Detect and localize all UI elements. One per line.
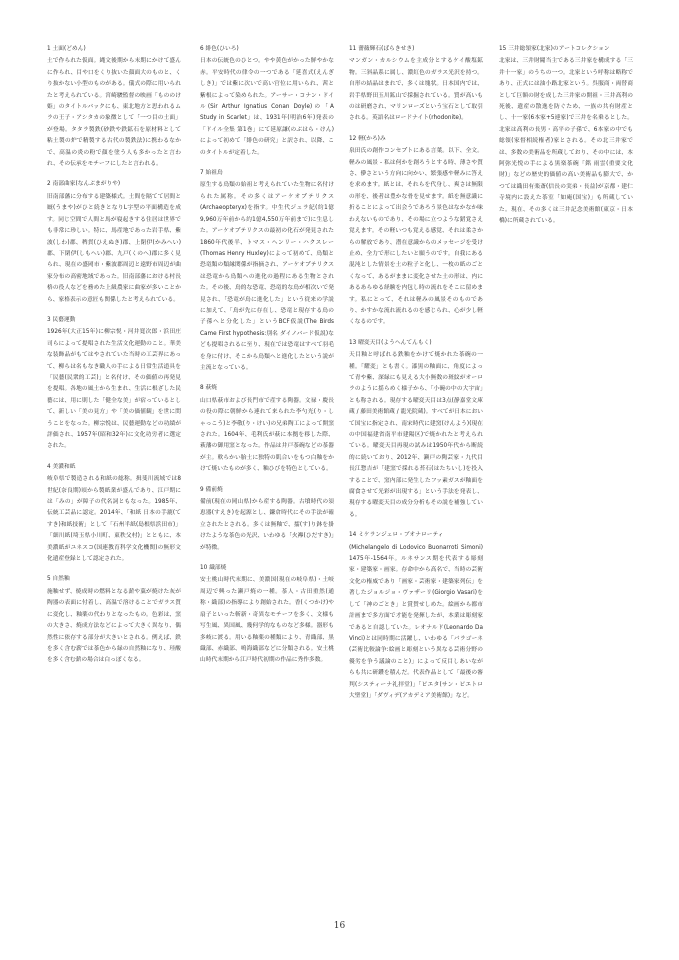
note-title: 4 美濃和紙: [47, 463, 76, 470]
note-body: 土で作られた仮面。縄文後期から末期にかけて盛んに作られ、目や口をくり抜いた顔面大のものと、くり抜かない小型のものがある。儀式の際に用いられたと考えられている。宮崎駿監督の映画「もののけ姫」のタイトルバックにも、東北地方と思われるムラの王子・アシタカの象徴として「一つ目の土面」が登場。タタラ製鉄(砂鉄や鉄鉱石を原材料として粘土製の炉で精製する古代の製鉄法)に携わるなかで、高温の炎の粉で顔を塗う人も多かったと言われ、その伝承をモチーフにしたと言われる。: [47, 58, 181, 168]
note-title: 3 民藝運動: [47, 316, 76, 323]
page-number: 16: [333, 921, 346, 931]
note-body: 安土桃山時代末期に、美濃国(現在の岐阜県)・土岐周辺で興った瀬戸焼の一種。茶人・古田重然(通称・織部)の指導により創始された。香(くつかけ)や扇子といった斬新・奇異なモチーフを多く、文様も写生風、異国風、幾何学的なものなど多様。器形も多岐に渡る。用いる釉薬の種類により、青織部、黒織部、赤織部、鳴海織部などに分類される。安土桃山時代末期から江戸時代初期の作品に秀作多数。: [200, 577, 334, 664]
note-entry: [47, 44, 181, 170]
notes-column-4: [499, 44, 633, 884]
note-entry: [349, 134, 483, 329]
note-body: 泉田氏の創作コンセプトにある言葉。以下、全文。軽みの風景 - 私は何かを創ろうとする時、薄さや質さ、儚さという方向に向かい、繁張感や軽みに答えを求めます。紙とは、それらを代身し、爽さは無限の形を、後者は豊かな骨を見せます。紙を無意識に折ることによって出会うであろう景色はなかなか味わえないものであり、その場に立つような錯覚さえ覚えます。その軽いつも覚える感覚、それは柔さからの解放であり、潜在意識からのメッセージを受け止め、全力で形にしたいと願うのです。自我にある混沌とした情景を土の粒子と化し、一枚の紙のごとくなって、あるがままに変化させた土の形は、内にあるあらゆる経験を内包し時の流れをそこに留めます。私にとって、それは軽みの風景そのものであり、かすかな流れ流れるのを感じられ、心が少し軽くなるのです。: [349, 148, 483, 326]
note-title: 10 織部焼: [200, 565, 227, 572]
note-entry: [200, 44, 334, 159]
note-entry: [200, 383, 334, 475]
note-title: 13 曜変天目(ようへんてんもく): [349, 339, 432, 346]
note-entry: [349, 44, 483, 125]
note-body: 旧南部藩に分布する建築様式。土間を隔てて居間と厩(うまや)がひと続きとなりL字型の平面構造を成す。同じ空間で人間と馬が寝起きする住居は世界でも非常に珍しい。特に、馬産地であった岩手県、紫波(しわ)郡、稗貫(ひえぬき)郡、上閉伊(かみへい)郡、下閉伊(しもへい)郡、九戸(くのへ)郡に多く見られ、現在の盛岡市・紫波郡周辺と遠野市周辺が曲家分布の高密地域であった。旧南部藩における村長格の役人などを務めた上級農家に曲家が多いことから、家格表示の意匠も関係したと考えられている。: [47, 193, 181, 303]
note-title: 11 薔薇輝石(ばらきせき): [349, 46, 415, 52]
note-body: 北家は、三井財閥当主である三井家を構成する「三井十一家」のうちの一つ。北家という呼称は略称であり、正式には油小路北家という。呉服商・両替商として巨額の財を成した三井家の開祖・三井高利の死後、遺産の散逸を防ぐため、一族の共有財産とし、十一家(6本家+5連家)で三井を名乗るとした。北家は高利の長男・高平の子孫で、6本家の中でも総領(家督相続権者)家とされる。その北三井家では、多数の美術品を所蔵しており、その中には、本阿弥光悦の手による黒楽茶碗「銘 雨雲(重要文化財)」などの歴史的価値の高い美術品も膨大で、かつては織田有楽斎(信長の実弟・長益)が京都・建仁寺境内に設えた茶室「如庵(国宝)」も所蔵していた。現在、その多くは三井記念美術館(東京・日本橋)に所蔵されている。: [499, 58, 633, 225]
note-body: 1926年(大正15年)に柳宗悦・河井寛次郎・浜田庄司らによって提唱された生活文化運動のこと。華美な装飾品がもてはやされていた当時の工芸界にあって、柳らは名もなき職人の手による日常生活道具を「民藝(民衆的工芸)」と名付け、その価値の再発見を提唱。各地の風土から生まれ、生活に根ざした民藝には、用に則した「健全な美」が宿っているとして、新しい「美の見方」や「美の価値観」を世に問うことをなった。柳宗悦は、民藝運動などの功績が評価され、1957年(昭和32年)に文化功労者に選定された。: [47, 329, 181, 450]
note-body: 天目釉と呼ばれる鉄釉をかけて焼かれた茶碗の一種。「耀変」とも書く。漆黒の釉面に、角度によって青や紫、深緑にも見える大小無数の斑紋がオーロラのように揺らめく様子から、「小碗の中の大宇宙」とも称される。現存する曜変天目は3点(静嘉堂文庫蔵 / 藤田美術館蔵 / 龍光院蔵)。すべてが日本において国宝に指定され、南宋時代に建窯(けんよう)(現在の中国福建省南平市建陽区)で焼かれたと考えられている。曜変天目再現の試みは1950年代から断続的に続いており、2012年、瀬戸の陶芸家・九代目長江惣吉が「建窯で採れる苔石(はたちいし)を投入することで、窯内部に発生したフッ素ガスが釉面を腐食させて光彩が出現する」という手法を発表し、現存する曜変天目の成分分析もその説を補強している。: [349, 352, 483, 518]
note-title: 14 ミケランジェロ・ブオナローティ: [349, 532, 444, 539]
notes-column-1: [47, 44, 181, 884]
note-title: 8 萩焼: [200, 385, 218, 392]
note-entry: [47, 462, 181, 566]
note-entry: [200, 563, 334, 667]
note-body: 施釉せず、焼成時の燃料となる薪や藁が焼けた灰が陶器の表面に付着し、高温で溶けることでガラス質に変化し、釉薬の代わりとなったもの。色彩は、窯の大きさ、焼成方法などによって大きく異なり、偶然性に依存する部分が大きいとされる。例えば、鉄を多く含む薪では茶色から緑の自然釉になり、珪酸を多く含む薪の場合は白っぽくなる。: [47, 588, 181, 664]
note-entry: [349, 338, 483, 522]
note-entry: [47, 315, 181, 453]
note-title: 1 土面(どめん): [47, 46, 86, 52]
note-body: 原生する鳥類の始祖と考えられていた生物に名付けられた属称。その多くはアーケオプテリクス(Archaeopteryx)を指す。中生代ジュラ紀(約1億9,960万年前から約1億4,550万年前まで)に生息した。アーケオプテリクスの最初の化石が発見された1860年代後半、トマス・ヘンリー・ハクスレー(Thomas Henry Huxley)によって初めて、鳥類と恐竜類の類縁関係が指摘され、アーケオプテリクスは恐竜から鳥類への進化の過程にある生物とされた。その後、鳥的な恐竜、恐竜的な鳥が相次いで発見され、「恐竜が鳥に進化した」という従来の学説に加えて、「鳥が先に存在し、恐竜と現存する鳥の子孫へと分化した」というBCF仮説(The Birds Came First hypothesis:別名 ダイノバード仮説)なども提唱されるに至り、現在では恐竜はすべて羽毛を身に付け、そこから鳥類へと進化したという説が主流となっている。: [200, 182, 334, 371]
note-title: 15 三井総領家(北家)のアートコレクション: [499, 46, 610, 52]
note-title: 6 緋色(ひいろ): [200, 46, 239, 52]
note-entry: [47, 574, 181, 666]
note-body: 山口県萩市および長門市で産する陶器。文禄・慶長の役の際に朝鮮から連れて来られた李勺光(り・しゃっこう)と李敬(り・けい)の兄弟陶工によって開窯された。1604年、毛利氏が萩に本拠を移した際、萩藩の御用窯となった。作品は井戸茶碗などの茶器が主。軟らかい胎土に独特の肌合いをもつ白釉をかけて焼いたものが多く、釉ひびを特色としている。: [200, 397, 334, 473]
note-title: 5 自然釉: [47, 576, 70, 583]
note-body: 備前(現在の岡山県)から産する陶器。古墳時代の須恵器(すえき)を起源とし、鎌倉時代にその手法が確立されたとされる。多くは無釉で、擂(す)り鉢を掛けたような茶色の光沢、いわゆる「火襷(ひだすき)」が特徴。: [200, 499, 334, 551]
note-body: 岐阜県で製造される和紙の総称。揖斐川流域では8世紀(奈良期)頃から製紙業が盛んであり、江戸期には「みの」が障子の代名詞ともなった。1985年、伝統工芸品に認定。2014年、「和紙 日本の手漉(てすき)和紙技術」として「石州半紙(島根県浜田市)」「細川紙(埼玉県小川町、東秩父村)」とともに、本美濃紙がユネスコ(国連教育科学文化機関)の無形文化遺産登録として認定された。: [47, 476, 181, 563]
note-title: 2 南部曲家(なんぶまがりや): [47, 181, 121, 188]
note-entry: [349, 530, 483, 702]
note-title: 7 始祖鳥: [200, 170, 223, 177]
notes-column-3: [349, 44, 483, 884]
note-body: マンガン・カルシウムを主成分とするケイ酸塩鉱物。三斜晶系に属し、濃紅色のガラス光沢を持つ。自形の結晶はまれで、多くは塊状。日本国内では、岩手県野田玉川鉱山で採掘されている。質が高いものは研磨され、マリンローズという宝石として取引される。英語名はロードナイト(rhodonite)。: [349, 58, 483, 122]
note-title: 9 備前焼: [200, 486, 223, 493]
note-entry: [499, 44, 633, 228]
note-entry: [200, 168, 334, 374]
notes-column-2: [200, 44, 334, 884]
note-body: (Michelangelo di Lodovico Buonarroti Simoni) 1475年-1564年。ルネサンス期を代表する彫刻家・建築家・画家。存命中から高名で、当時の芸術文化の権威であり「画家・芸術家・建築家列伝」を著したジョルジョ・ヴァザーリ(Giorgio Vasari)をして「神のごとき」と賞賛せしめた。絵画から都市計画まで多方面で才能を発揮したが、本業は彫刻家であると自認していた。レオナルド(Leonardo Da Vinci)とは同時期に活躍し、いわゆる「パラゴーネ(芸術比較論争:絵画と彫刻という異なる芸術分野の優劣を争う議論のこと)」によって反目しあいながらも共に研鑽を積んだ。代表作品として「最後の審判(システィーナ礼拝堂)」「ピエタ(サン・ピエトロ大聖堂)」「ダヴィデ(アカデミア美術館)」など。: [349, 544, 483, 699]
note-title: 12 軽(かろ)み: [349, 135, 386, 142]
note-entry: [200, 485, 334, 554]
note-body: 日本の伝統色のひとつ。やや黄色がかった鮮やかな赤。平安時代の律令の一つである「延喜式(えんぎしき)」では紫に次いで高い官位に用いられ、茜と紫根によって染められた。アーサー・コナン・ドイル(Sir Arthur Ignatius Conan Doyle)の「A Study in Scarlet」は、1931年(明治6年)発表の「ドイル全集 第1巻」にて延原謙(のぶはら・けん)によって初めて「緋色の研究」と訳され、以降、このタイトルが定着した。: [200, 58, 334, 156]
note-entry: [47, 179, 181, 305]
